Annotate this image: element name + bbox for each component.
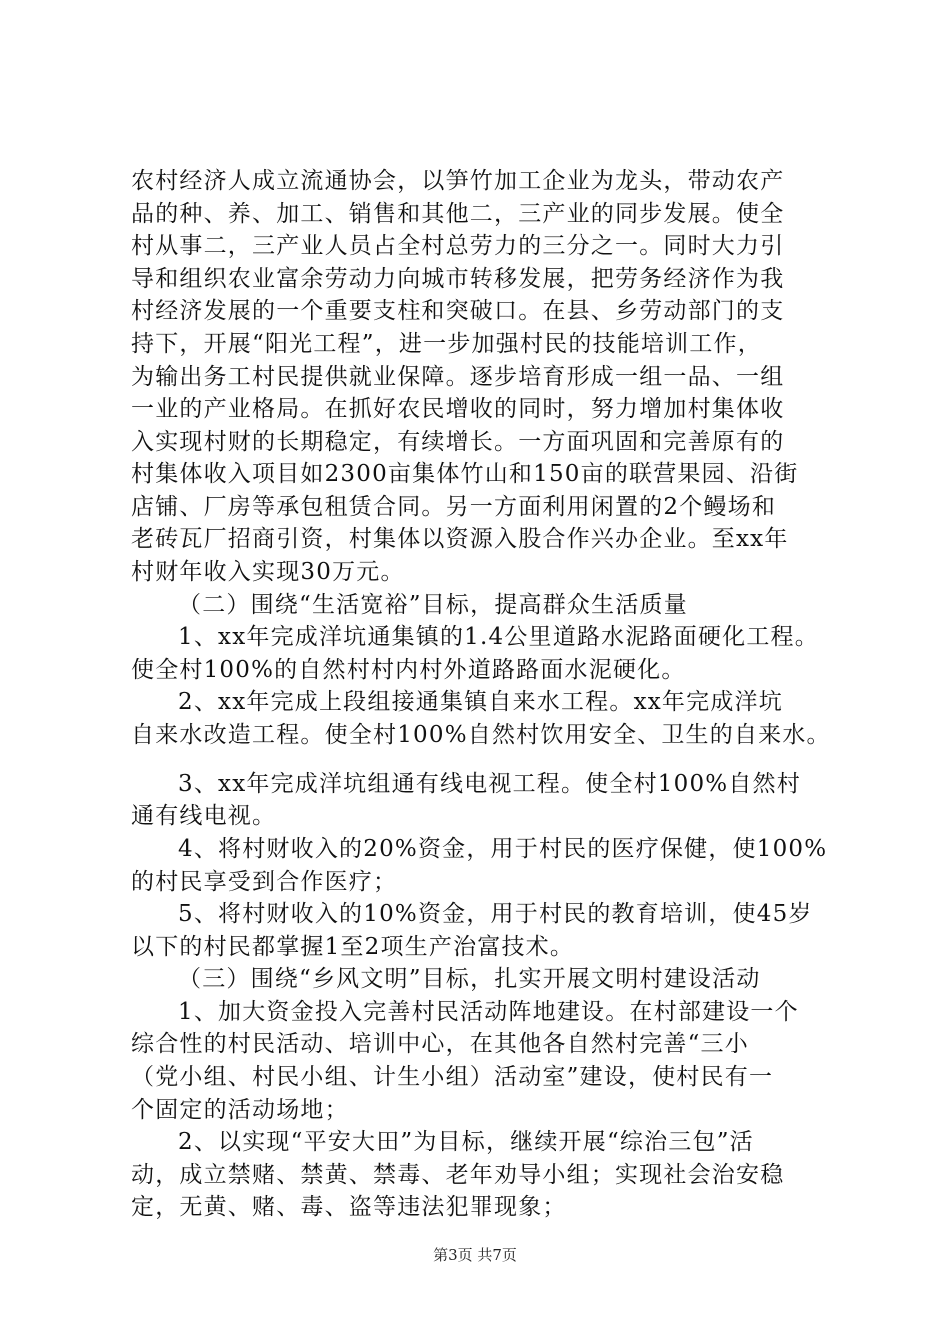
text-line: 通有线电视。 [131, 803, 277, 829]
text-line: 持下，开展“阳光工程”，进一步加强村民的技能培训工作， [131, 331, 762, 357]
text-line: 2、xx年完成上段组接通集镇自来水工程。xx年完成洋坑 [178, 689, 783, 715]
text-line: 4、将村财收入的20%资金，用于村民的医疗保健，使100% [178, 836, 828, 862]
text-line: 老砖瓦厂招商引资，村集体以资源入股合作兴办企业。至xx年 [131, 526, 789, 552]
text-line: 品的种、养、加工、销售和其他二，三产业的同步发展。使全 [131, 201, 785, 227]
text-line: 农村经济人成立流通协会，以笋竹加工企业为龙头，带动农产 [131, 168, 785, 194]
text-line: 动，成立禁赌、禁黄、禁毒、老年劝导小组；实现社会治安稳 [131, 1162, 785, 1188]
text-line: 以下的村民都掌握1至2项生产治富技术。 [131, 934, 575, 960]
text-line: 村经济发展的一个重要支柱和突破口。在县、乡劳动部门的支 [131, 298, 785, 324]
text-line: 1、加大资金投入完善村民活动阵地建设。在村部建设一个 [178, 999, 799, 1025]
text-line: 村财年收入实现30万元。 [131, 559, 405, 585]
text-line: 一业的产业格局。在抓好农民增收的同时，努力增加村集体收 [131, 396, 785, 422]
text-line: 2、以实现“平安大田”为目标，继续开展“综治三包”活 [178, 1129, 754, 1155]
text-line: 为输出务工村民提供就业保障。逐步培育形成一组一品、一组 [131, 364, 785, 390]
text-line: 导和组织农业富余劳动力向城市转移发展，把劳务经济作为我 [131, 266, 785, 292]
page-footer: 第3页 共7页 [433, 1246, 517, 1264]
text-line: 村从事二，三产业人员占全村总劳力的三分之一。同时大力引 [131, 233, 785, 259]
text-line: 入实现村财的长期稳定，有续增长。一方面巩固和完善原有的 [131, 429, 785, 455]
text-line: 3、xx年完成洋坑组通有线电视工程。使全村100%自然村 [178, 771, 801, 797]
text-line: 村集体收入项目如2300亩集体竹山和150亩的联营果园、沿街 [131, 461, 799, 487]
section-heading: （三）围绕“乡风文明”目标，扎实开展文明村建设活动 [178, 966, 761, 992]
text-line: 的村民享受到合作医疗； [131, 869, 398, 895]
text-line: （党小组、村民小组、计生小组）活动室”建设，使村民有一 [131, 1064, 774, 1090]
text-line: 定，无黄、赌、毒、盗等违法犯罪现象； [131, 1194, 567, 1220]
section-heading: （二）围绕“生活宽裕”目标，提高群众生活质量 [178, 592, 688, 618]
text-line: 店铺、厂房等承包租赁合同。另一方面利用闲置的2个鳗场和 [131, 494, 777, 520]
text-line: 个固定的活动场地； [131, 1097, 349, 1123]
text-line: 1、xx年完成洋坑通集镇的1.4公里道路水泥路面硬化工程。 [178, 624, 819, 650]
text-line: 自来水改造工程。使全村100%自然村饮用安全、卫生的自来水。 [131, 722, 831, 748]
text-line: 5、将村财收入的10%资金，用于村民的教育培训，使45岁 [178, 901, 813, 927]
text-line: 综合性的村民活动、培训中心，在其他各自然村完善“三小 [131, 1031, 749, 1057]
text-line: 使全村100%的自然村村内村外道路路面水泥硬化。 [131, 657, 686, 683]
